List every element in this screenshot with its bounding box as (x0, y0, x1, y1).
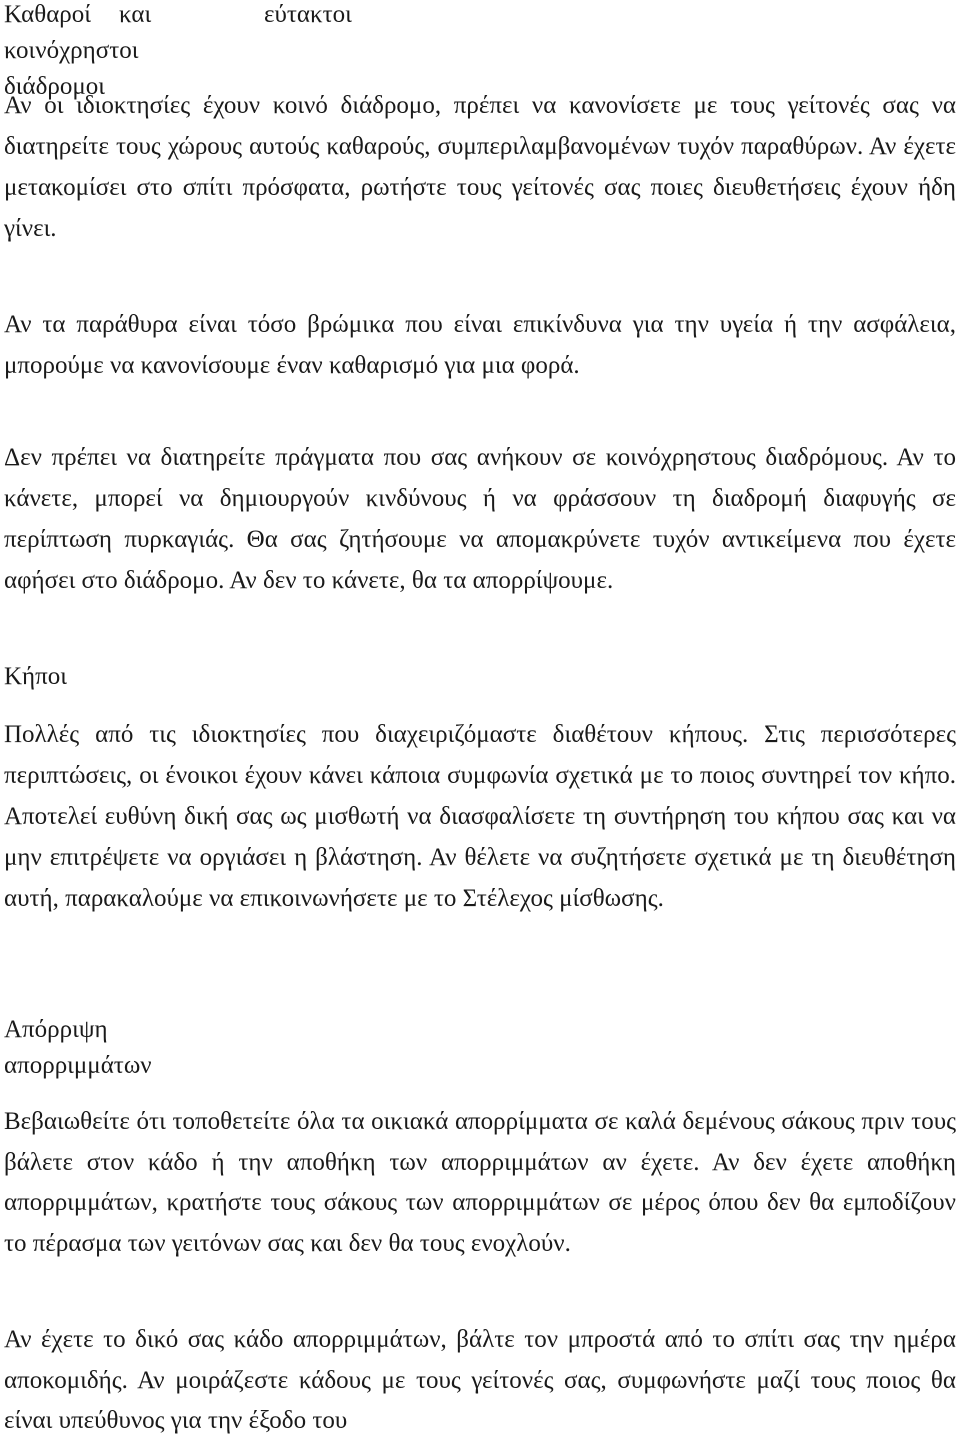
heading-gardens: Κήποι (4, 663, 67, 690)
paragraph-no-belongings: Δεν πρέπει να διατηρείτε πράγματα που σας ανήκουν σε κοινόχρηστους διαδρόμους. Αν το κάνετε, μπορεί να δημιουργούν κινδύνους ή να φράσσουν τη διαδρομή διαφυγής σε περίπτωση πυρκαγιάς. Θα σας ζητήσουμε να απομακρύνετε τυχόν αντικείμενα που έχετε αφήσει στο διάδρομο. Αν δεν το κάνετε, θα τα απορρίψουμε. (4, 444, 956, 594)
paragraph-own-bin: Αν έχετε το δικό σας κάδο απορριμμάτων, βάλτε τον μπροστά από το σπίτι σας την ημέρα αποκομιδής. Αν μοιράζεστε κάδους με τους γείτονές σας, συμφωνήστε μαζί τους ποιος θα είναι υπεύθυνος για την έξοδο του (4, 1326, 956, 1434)
heading-word: εύτακτοι (264, 1, 352, 28)
heading-line: απορριμμάτων (4, 1052, 152, 1079)
heading-word: Καθαροί (4, 1, 91, 28)
heading-word: και (119, 1, 152, 28)
heading-word: κοινόχρηστοι (4, 37, 139, 64)
heading-waste-disposal (4, 1012, 152, 1084)
heading-line: Απόρριψη (4, 1016, 108, 1043)
paragraph-dirty-windows: Αν τα παράθυρα είναι τόσο βρώμικα που είναι επικίνδυνα για την υγεία ή την ασφάλεια, μπορούμε να κανονίσουμε έναν καθαρισμό για μια φορά. (4, 311, 956, 379)
paragraph-shared-corridor: Αν οι ιδιοκτησίες έχουν κοινό διάδρομο, πρέπει να κανονίσετε με τους γείτονές σας να διατηρείτε τους χώρους αυτούς καθαρούς, συμπεριλαμβανομένων τυχόν παραθύρων. Αν έχετε μετακομίσει στο σπίτι πρόσφατα, ρωτήστε τους γείτονές σας ποιες διευθετήσεις έχουν ήδη γίνει. (4, 92, 956, 242)
heading-line: διάδρομοι (4, 73, 105, 100)
paragraph-gardens: Πολλές από τις ιδιοκτησίες που διαχειριζόμαστε διαθέτουν κήπους. Στις περισσότερες περιπτώσεις, οι ένοικοι έχουν κάνει κάποια συμφωνία σχετικά με το ποιος συντηρεί τον κήπο. Αποτελεί ευθύνη δική σας ως μισθωτή να διασφαλίσετε τη συντήρηση του κήπου σας και να μην επιτρέψετε να οργιάσει η βλάστηση. Αν θέλετε να συζητήσετε σχετικά με τη διευθέτηση αυτή, παρακαλούμε να επικοινωνήσετε με το Στέλεχος μίσθωσης. (4, 721, 956, 912)
paragraph-waste-bags: Βεβαιωθείτε ότι τοποθετείτε όλα τα οικιακά απορρίμματα σε καλά δεμένους σάκους πριν τους βάλετε στον κάδο ή την αποθήκη των απορριμμάτων αν έχετε. Αν δεν έχετε αποθήκη απορριμμάτων, κρατήστε τους σάκους των απορριμμάτων σε μέρος όπου δεν θα εμποδίζουν το πέρασμα των γειτόνων σας και δεν θα τους ενοχλούν. (4, 1108, 956, 1257)
